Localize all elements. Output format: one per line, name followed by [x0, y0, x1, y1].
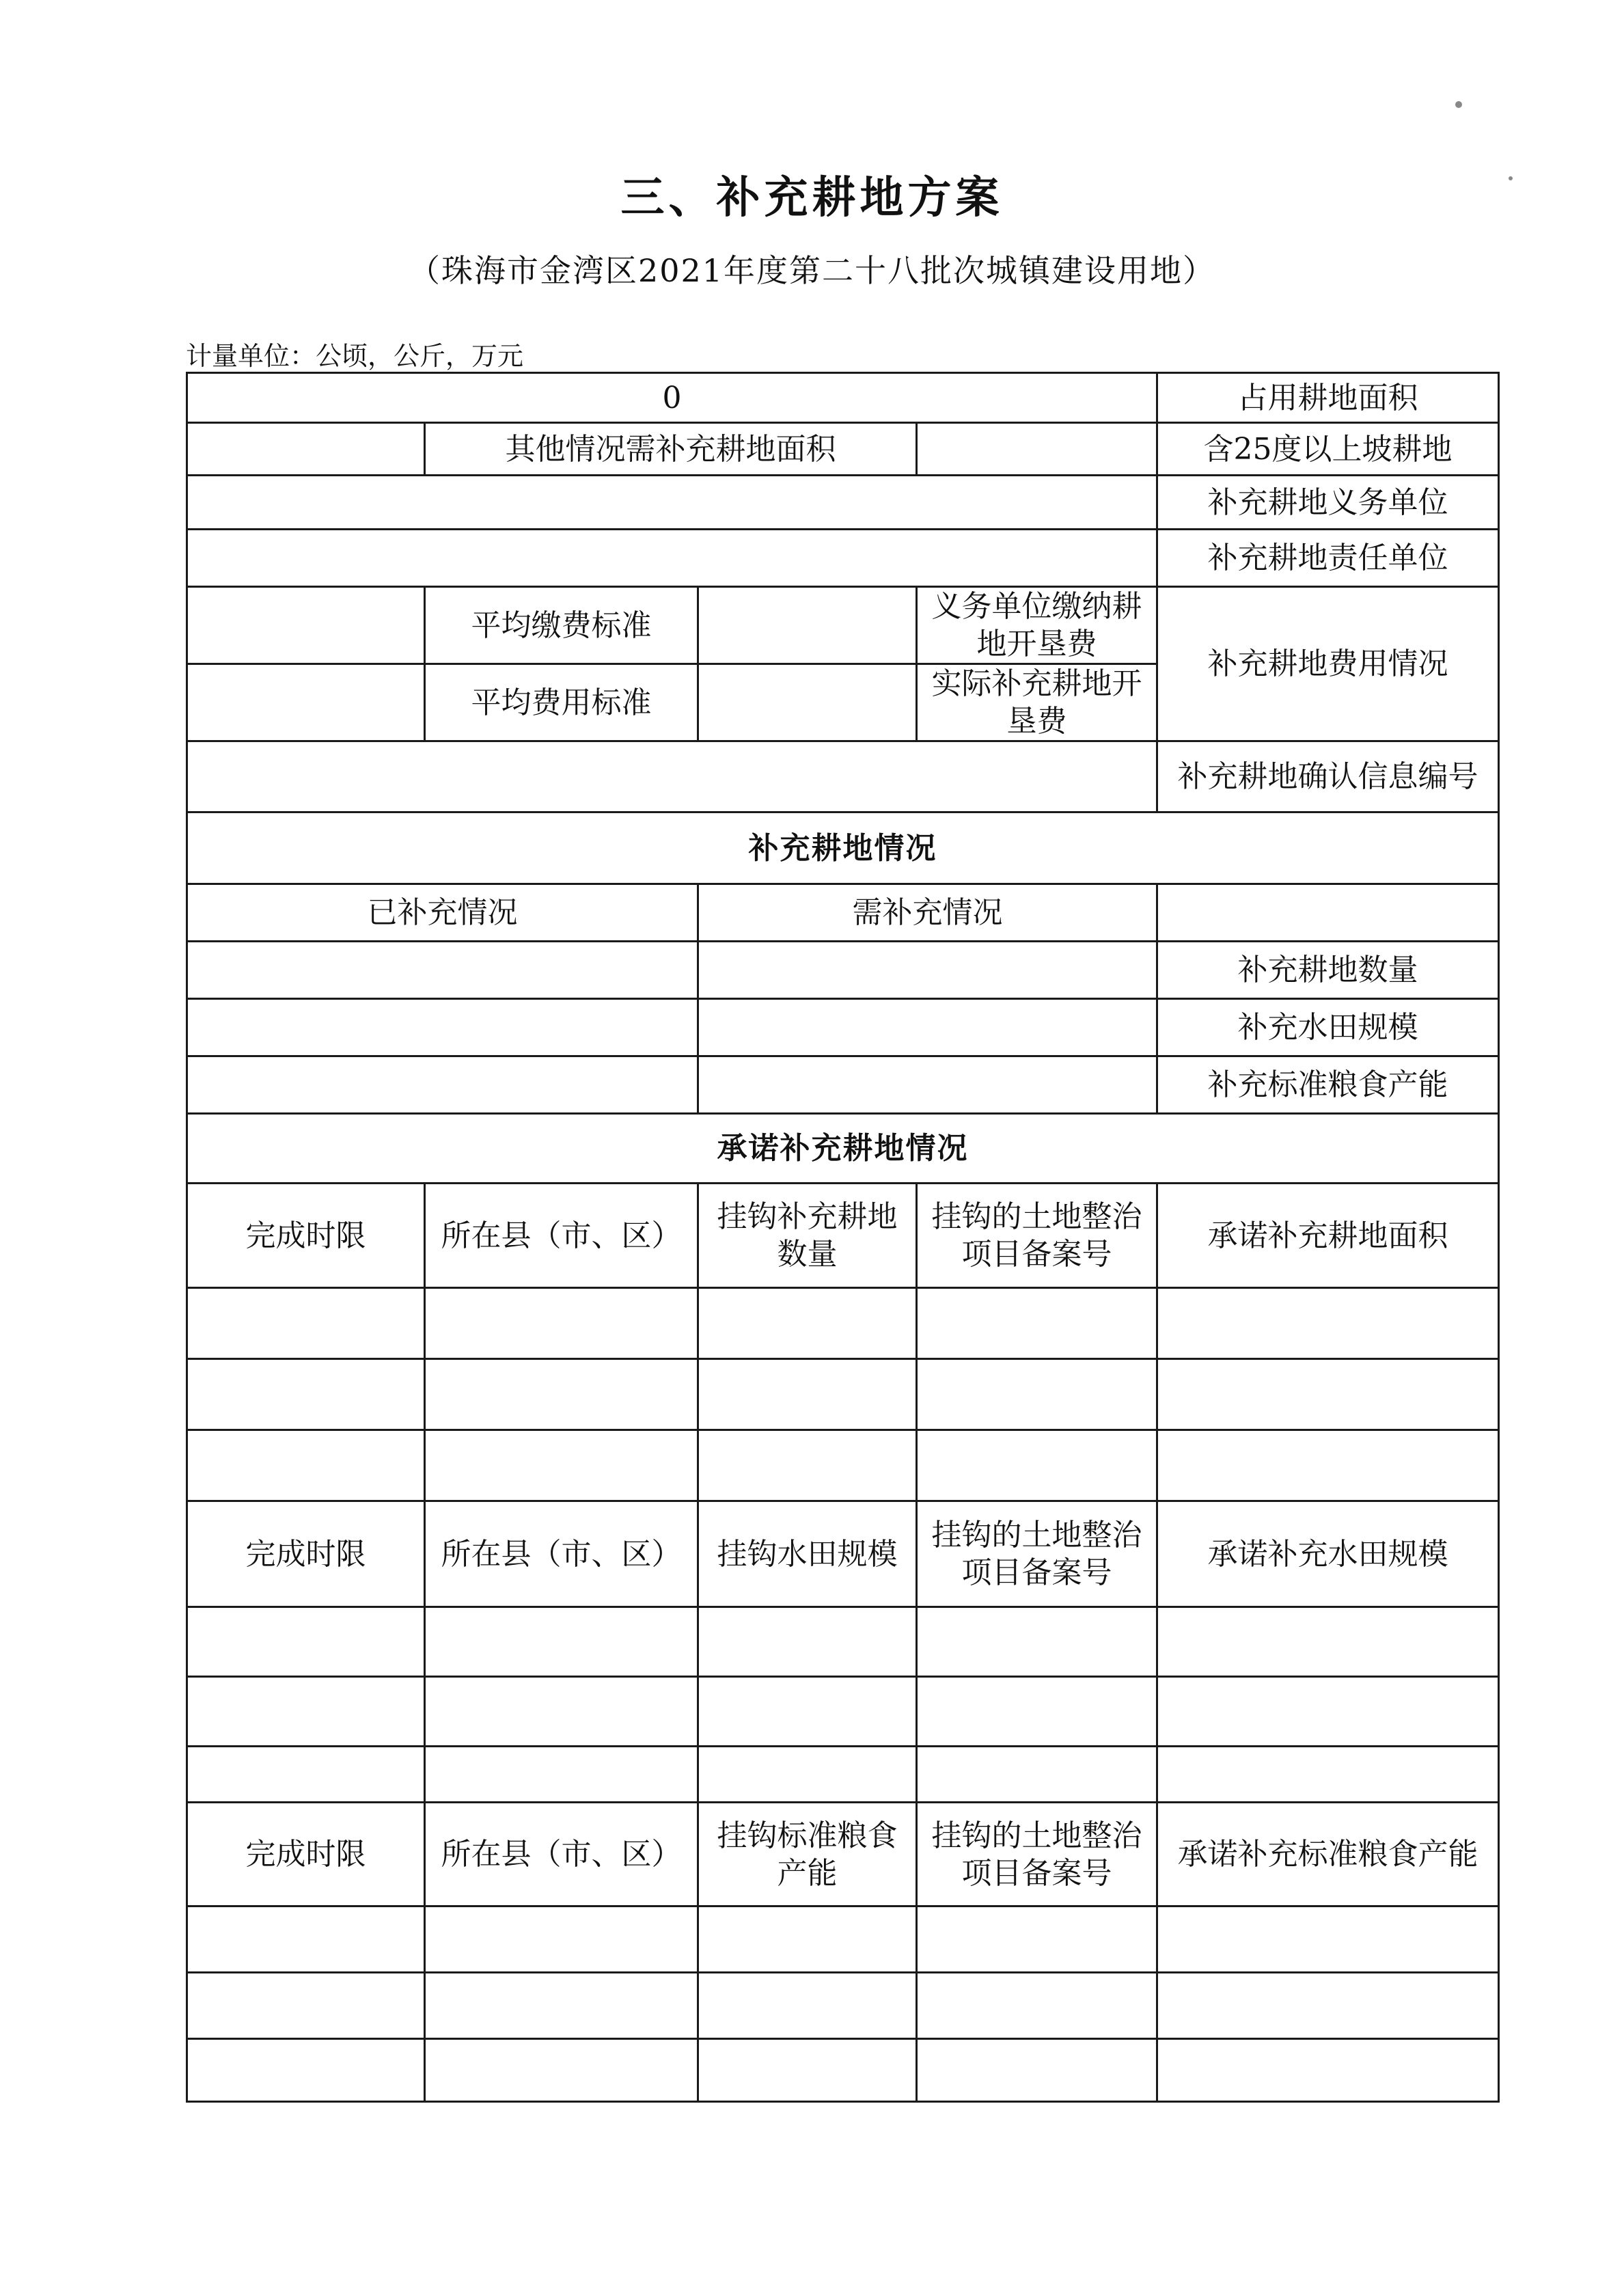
occupied-value[interactable]: 0 [187, 373, 1157, 423]
cell[interactable] [917, 1747, 1157, 1803]
page-title: 三、补充耕地方案 [620, 172, 1004, 223]
deadline-header: 完成时限 [187, 1803, 425, 1906]
promise-paddy-label: 承诺补充水田规模 [1157, 1501, 1499, 1607]
cell[interactable] [698, 1906, 917, 1973]
row-situation-header [187, 884, 1499, 942]
cell[interactable] [917, 1607, 1157, 1677]
situation-section-title: 补充耕地情况 [187, 812, 1499, 884]
project-header: 挂钩的土地整治项目备案号 [917, 1184, 1157, 1288]
cell[interactable] [1157, 1906, 1499, 1973]
cell[interactable] [698, 1747, 917, 1803]
situation-label: 补充水田规模 [1157, 999, 1499, 1056]
deadline-header: 完成时限 [187, 1184, 425, 1288]
cell[interactable] [698, 1288, 917, 1359]
cell[interactable] [425, 1677, 698, 1747]
linked-paddy-header: 挂钩水田规模 [698, 1501, 917, 1607]
promise-row [187, 1359, 1499, 1430]
cost-label: 补充耕地费用情况 [1157, 587, 1499, 741]
row-slope [187, 423, 1499, 476]
cell[interactable] [917, 2039, 1157, 2102]
slope-label: 含25度以上坡耕地 [1157, 423, 1499, 476]
row-promise-header [187, 1803, 1499, 1906]
done-value[interactable] [187, 1056, 698, 1114]
row-promise-header [187, 1184, 1499, 1288]
cell[interactable] [187, 1288, 425, 1359]
cost-paid-value[interactable] [698, 587, 917, 664]
row-responsible [187, 530, 1499, 587]
promise-grain-label: 承诺补充标准粮食产能 [1157, 1803, 1499, 1906]
row-confirm [187, 741, 1499, 812]
cell[interactable] [917, 1973, 1157, 2039]
col-needed-header: 需补充情况 [698, 884, 1157, 942]
row-promise-header [187, 1501, 1499, 1607]
responsible-value[interactable] [187, 530, 1157, 587]
obligation-label: 补充耕地义务单位 [1157, 476, 1499, 530]
done-value[interactable] [187, 999, 698, 1056]
cell[interactable] [187, 1359, 425, 1430]
row-occupied [187, 373, 1499, 423]
cell[interactable] [425, 1906, 698, 1973]
cell[interactable] [187, 1906, 425, 1973]
confirm-label: 补充耕地确认信息编号 [1157, 741, 1499, 812]
cell[interactable] [1157, 1973, 1499, 2039]
cell[interactable] [917, 1430, 1157, 1501]
page-subtitle: （珠海市金湾区2021年度第二十八批次城镇建设用地） [408, 252, 1216, 289]
county-header: 所在县（市、区） [425, 1803, 698, 1906]
row-obligation [187, 476, 1499, 530]
row-situation [187, 942, 1499, 999]
cell[interactable] [917, 1288, 1157, 1359]
scan-speck [1455, 101, 1462, 108]
slope-value[interactable] [917, 423, 1157, 476]
promise-section-title: 承诺补充耕地情况 [187, 1114, 1499, 1184]
cost-actual-value[interactable] [698, 664, 917, 741]
row-situation [187, 1056, 1499, 1114]
cell[interactable] [1157, 1747, 1499, 1803]
promise-row [187, 1747, 1499, 1803]
county-header: 所在县（市、区） [425, 1501, 698, 1607]
cost-actual-label: 实际补充耕地开垦费 [917, 664, 1157, 741]
cell[interactable] [698, 1607, 917, 1677]
obligation-value[interactable] [187, 476, 1157, 530]
promise-row [187, 1607, 1499, 1677]
promise-area-label: 承诺补充耕地面积 [1157, 1184, 1499, 1288]
needed-value[interactable] [698, 942, 1157, 999]
avg-pay-value[interactable] [187, 587, 425, 664]
cell[interactable] [187, 1677, 425, 1747]
cell[interactable] [187, 1607, 425, 1677]
cell[interactable] [917, 1359, 1157, 1430]
cell[interactable] [425, 1359, 698, 1430]
needed-value[interactable] [698, 999, 1157, 1056]
cell[interactable] [187, 1747, 425, 1803]
row-promise-section [187, 1114, 1499, 1184]
cell[interactable] [1157, 1607, 1499, 1677]
cell[interactable] [1157, 1288, 1499, 1359]
promise-row [187, 1973, 1499, 2039]
cell[interactable] [917, 1677, 1157, 1747]
linked-grain-header: 挂钩标准粮食产能 [698, 1803, 917, 1906]
cell[interactable] [1157, 1677, 1499, 1747]
cell[interactable] [187, 1430, 425, 1501]
responsible-label: 补充耕地责任单位 [1157, 530, 1499, 587]
cell[interactable] [187, 2039, 425, 2102]
avg-std-label: 平均费用标准 [425, 664, 698, 741]
cell[interactable] [425, 2039, 698, 2102]
other-area-label: 其他情况需补充耕地面积 [425, 423, 917, 476]
project-header: 挂钩的土地整治项目备案号 [917, 1501, 1157, 1607]
cell[interactable] [425, 1747, 698, 1803]
row-situation-section [187, 812, 1499, 884]
promise-row [187, 1677, 1499, 1747]
avg-pay-label: 平均缴费标准 [425, 587, 698, 664]
cell[interactable] [1157, 2039, 1499, 2102]
avg-std-value[interactable] [187, 664, 425, 741]
col-done-header: 已补充情况 [187, 884, 698, 942]
cell[interactable] [425, 1430, 698, 1501]
cell[interactable] [425, 1973, 698, 2039]
cost-paid-label: 义务单位缴纳耕地开垦费 [917, 587, 1157, 664]
promise-row [187, 2039, 1499, 2102]
supplement-plan-table [186, 372, 1500, 2103]
cell[interactable] [698, 1359, 917, 1430]
county-header: 所在县（市、区） [425, 1184, 698, 1288]
scan-speck [1509, 176, 1513, 180]
done-value[interactable] [187, 942, 698, 999]
cell[interactable] [698, 2039, 917, 2102]
cell[interactable] [1157, 1359, 1499, 1430]
situation-corner [1157, 884, 1499, 942]
promise-row [187, 1430, 1499, 1501]
units-note: 计量单位：公顷，公斤，万元 [186, 341, 524, 371]
row-cost-paid [187, 587, 1499, 664]
cell[interactable] [917, 1906, 1157, 1973]
cell[interactable] [698, 1430, 917, 1501]
needed-value[interactable] [698, 1056, 1157, 1114]
cell[interactable] [1157, 1430, 1499, 1501]
occupied-label: 占用耕地面积 [1157, 373, 1499, 423]
cell[interactable] [425, 1607, 698, 1677]
cell[interactable] [698, 1677, 917, 1747]
confirm-value[interactable] [187, 741, 1157, 812]
deadline-header: 完成时限 [187, 1501, 425, 1607]
cell[interactable] [425, 1288, 698, 1359]
situation-label: 补充耕地数量 [1157, 942, 1499, 999]
cell[interactable] [698, 1973, 917, 2039]
promise-row [187, 1906, 1499, 1973]
cell[interactable] [187, 1973, 425, 2039]
situation-label: 补充标准粮食产能 [1157, 1056, 1499, 1114]
row-situation [187, 999, 1499, 1056]
linked-area-header: 挂钩补充耕地数量 [698, 1184, 917, 1288]
other-area-value[interactable] [187, 423, 425, 476]
promise-row [187, 1288, 1499, 1359]
project-header: 挂钩的土地整治项目备案号 [917, 1803, 1157, 1906]
